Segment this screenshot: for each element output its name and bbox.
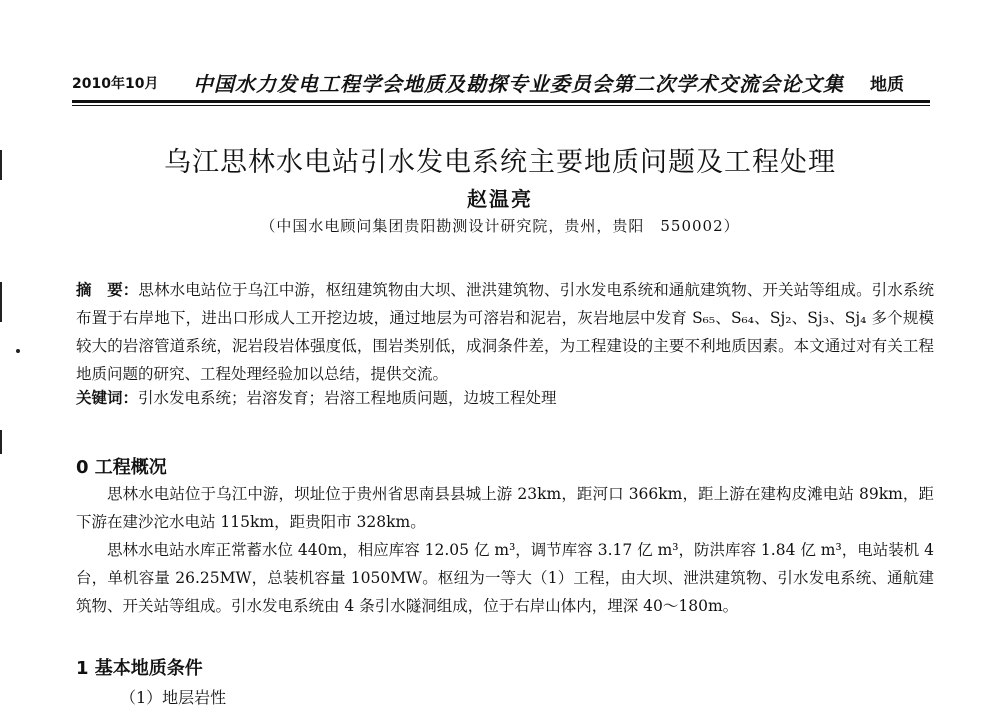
body-paragraph: 思林水电站水库正常蓄水位 440m，相应库容 12.05 亿 m³，调节库容 3.17 亿 m³，防洪库容 1.84 亿 m³，电站装机 4 台，单机容量 26.25MW，总装机容量 1050MW。枢纽为一等大（1）工程，由大坝、泄洪建筑物、引水发电系统、通航建筑物、开关站等组成。引水发电系统由 4 条引水隧洞组成，位于右岸山体内，埋深 40～180m。 xyxy=(76,541,934,615)
scan-mark xyxy=(0,282,2,322)
header-date: 2010年10月 xyxy=(72,76,159,92)
body-paragraph: 思林水电站位于乌江中游，坝址位于贵州省思南县县城上游 23km，距河口 366km，距上游在建构皮滩电站 89km，距下游在建沙沱水电站 115km，距贵阳市 328km。 xyxy=(76,485,934,531)
header-proceedings: 中国水力发电工程学会地质及勘探专业委员会第二次学术交流会论文集 xyxy=(193,72,844,96)
section-heading: 0 工程概况 xyxy=(76,457,167,478)
section-heading: 1 基本地质条件 xyxy=(76,658,203,679)
header-rule xyxy=(72,100,930,103)
paper-author: 赵温亮 xyxy=(467,187,533,211)
abstract-label: 摘 要： xyxy=(76,281,139,299)
abstract-text: 思林水电站位于乌江中游，枢纽建筑物由大坝、泄洪建筑物、引水发电系统和通航建筑物、开关站等组成。引水系统布置于右岸地下，进出口形成人工开挖边坡，通过地层为可溶岩和泥岩，灰岩地层中发育 S₆₅、S₆₄、Sj₂、Sj₃、Sj₄ 多个规模较大的岩溶管道系统，泥岩段岩体强度低，围岩类别低，成洞条件差，为工程建设的主要不利地质因素。本文通过对有关工程地质问题的研究、工程处理经验加以总结，提供交流。 xyxy=(76,281,934,383)
keywords xyxy=(76,384,934,412)
abstract xyxy=(76,276,934,388)
header-section: 地质 xyxy=(870,75,904,95)
keywords-label: 关键词： xyxy=(76,389,139,407)
header-rule-thin xyxy=(72,105,930,106)
paper-affiliation: （中国水电顾问集团贵阳勘测设计研究院，贵州，贵阳 550002） xyxy=(260,217,740,235)
keywords-text: 引水发电系统；岩溶发育；岩溶工程地质问题，边坡工程处理 xyxy=(138,389,557,407)
paper-title: 乌江思林水电站引水发电系统主要地质问题及工程处理 xyxy=(164,147,836,178)
subsection-heading: （1）地层岩性 xyxy=(120,688,227,707)
scan-mark xyxy=(0,430,2,454)
scan-dot xyxy=(16,349,20,353)
